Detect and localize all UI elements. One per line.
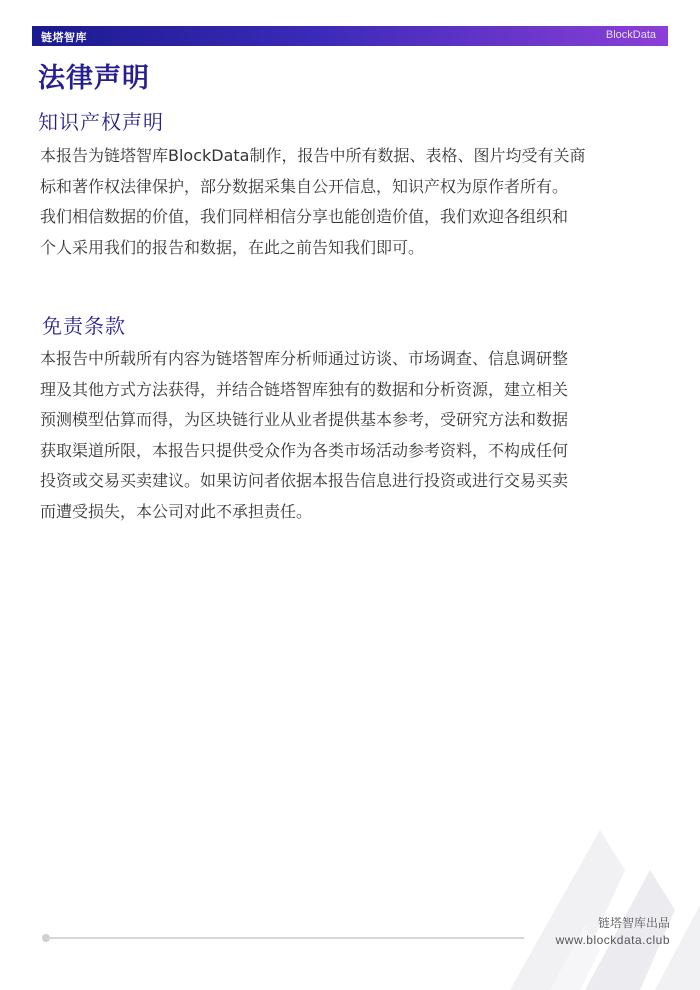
header-brand-en: BlockData (605, 29, 656, 41)
footer-url: www.blockdata.club (555, 933, 670, 947)
paragraph-line: 标和著作权法律保护，部分数据采集自公开信息，知识产权为原作者所有。 (40, 176, 569, 196)
section-body-disclaimer (40, 344, 660, 527)
paragraph-line: 理及其他方式方法获得，并结合链塔智库独有的数据和分析资源，建立相关 (40, 379, 569, 399)
paragraph-line: 获取渠道所限，本报告只提供受众作为各类市场活动参考资料，不构成任何 (40, 440, 569, 460)
paragraph-line: 个人采用我们的报告和数据，在此之前告知我们即可。 (40, 237, 425, 257)
section-heading-ip: 知识产权声明 (38, 110, 164, 134)
paragraph-line: 而遭受损失，本公司对此不承担责任。 (40, 501, 313, 521)
footer-publisher: 链塔智库出品 (597, 916, 670, 930)
header-brand-cn: 链塔智库 (41, 31, 87, 44)
footer-credit (556, 915, 670, 949)
paragraph-line: 投资或交易买卖建议。如果访问者依据本报告信息进行投资或进行交易买卖 (40, 471, 569, 490)
paragraph-line: 本报告中所载所有内容为链塔智库分析师通过访谈、市场调查、信息调研整 (40, 349, 569, 368)
logo-watermark (490, 810, 700, 990)
section-body-ip (40, 141, 660, 263)
paragraph-line: 本报告为链塔智库BlockData制作，报告中所有数据、表格、图片均受有关商 (40, 146, 586, 165)
footer-divider (46, 937, 524, 939)
page-title: 法律声明 (38, 63, 150, 94)
header-bar (32, 26, 668, 46)
section-heading-disclaimer: 免责条款 (42, 314, 126, 338)
paragraph-line: 我们相信数据的价值，我们同样相信分享也能创造价值，我们欢迎各组织和 (40, 207, 569, 226)
paragraph-line: 预测模型估算而得，为区块链行业从业者提供基本参考，受研究方法和数据 (40, 410, 569, 429)
